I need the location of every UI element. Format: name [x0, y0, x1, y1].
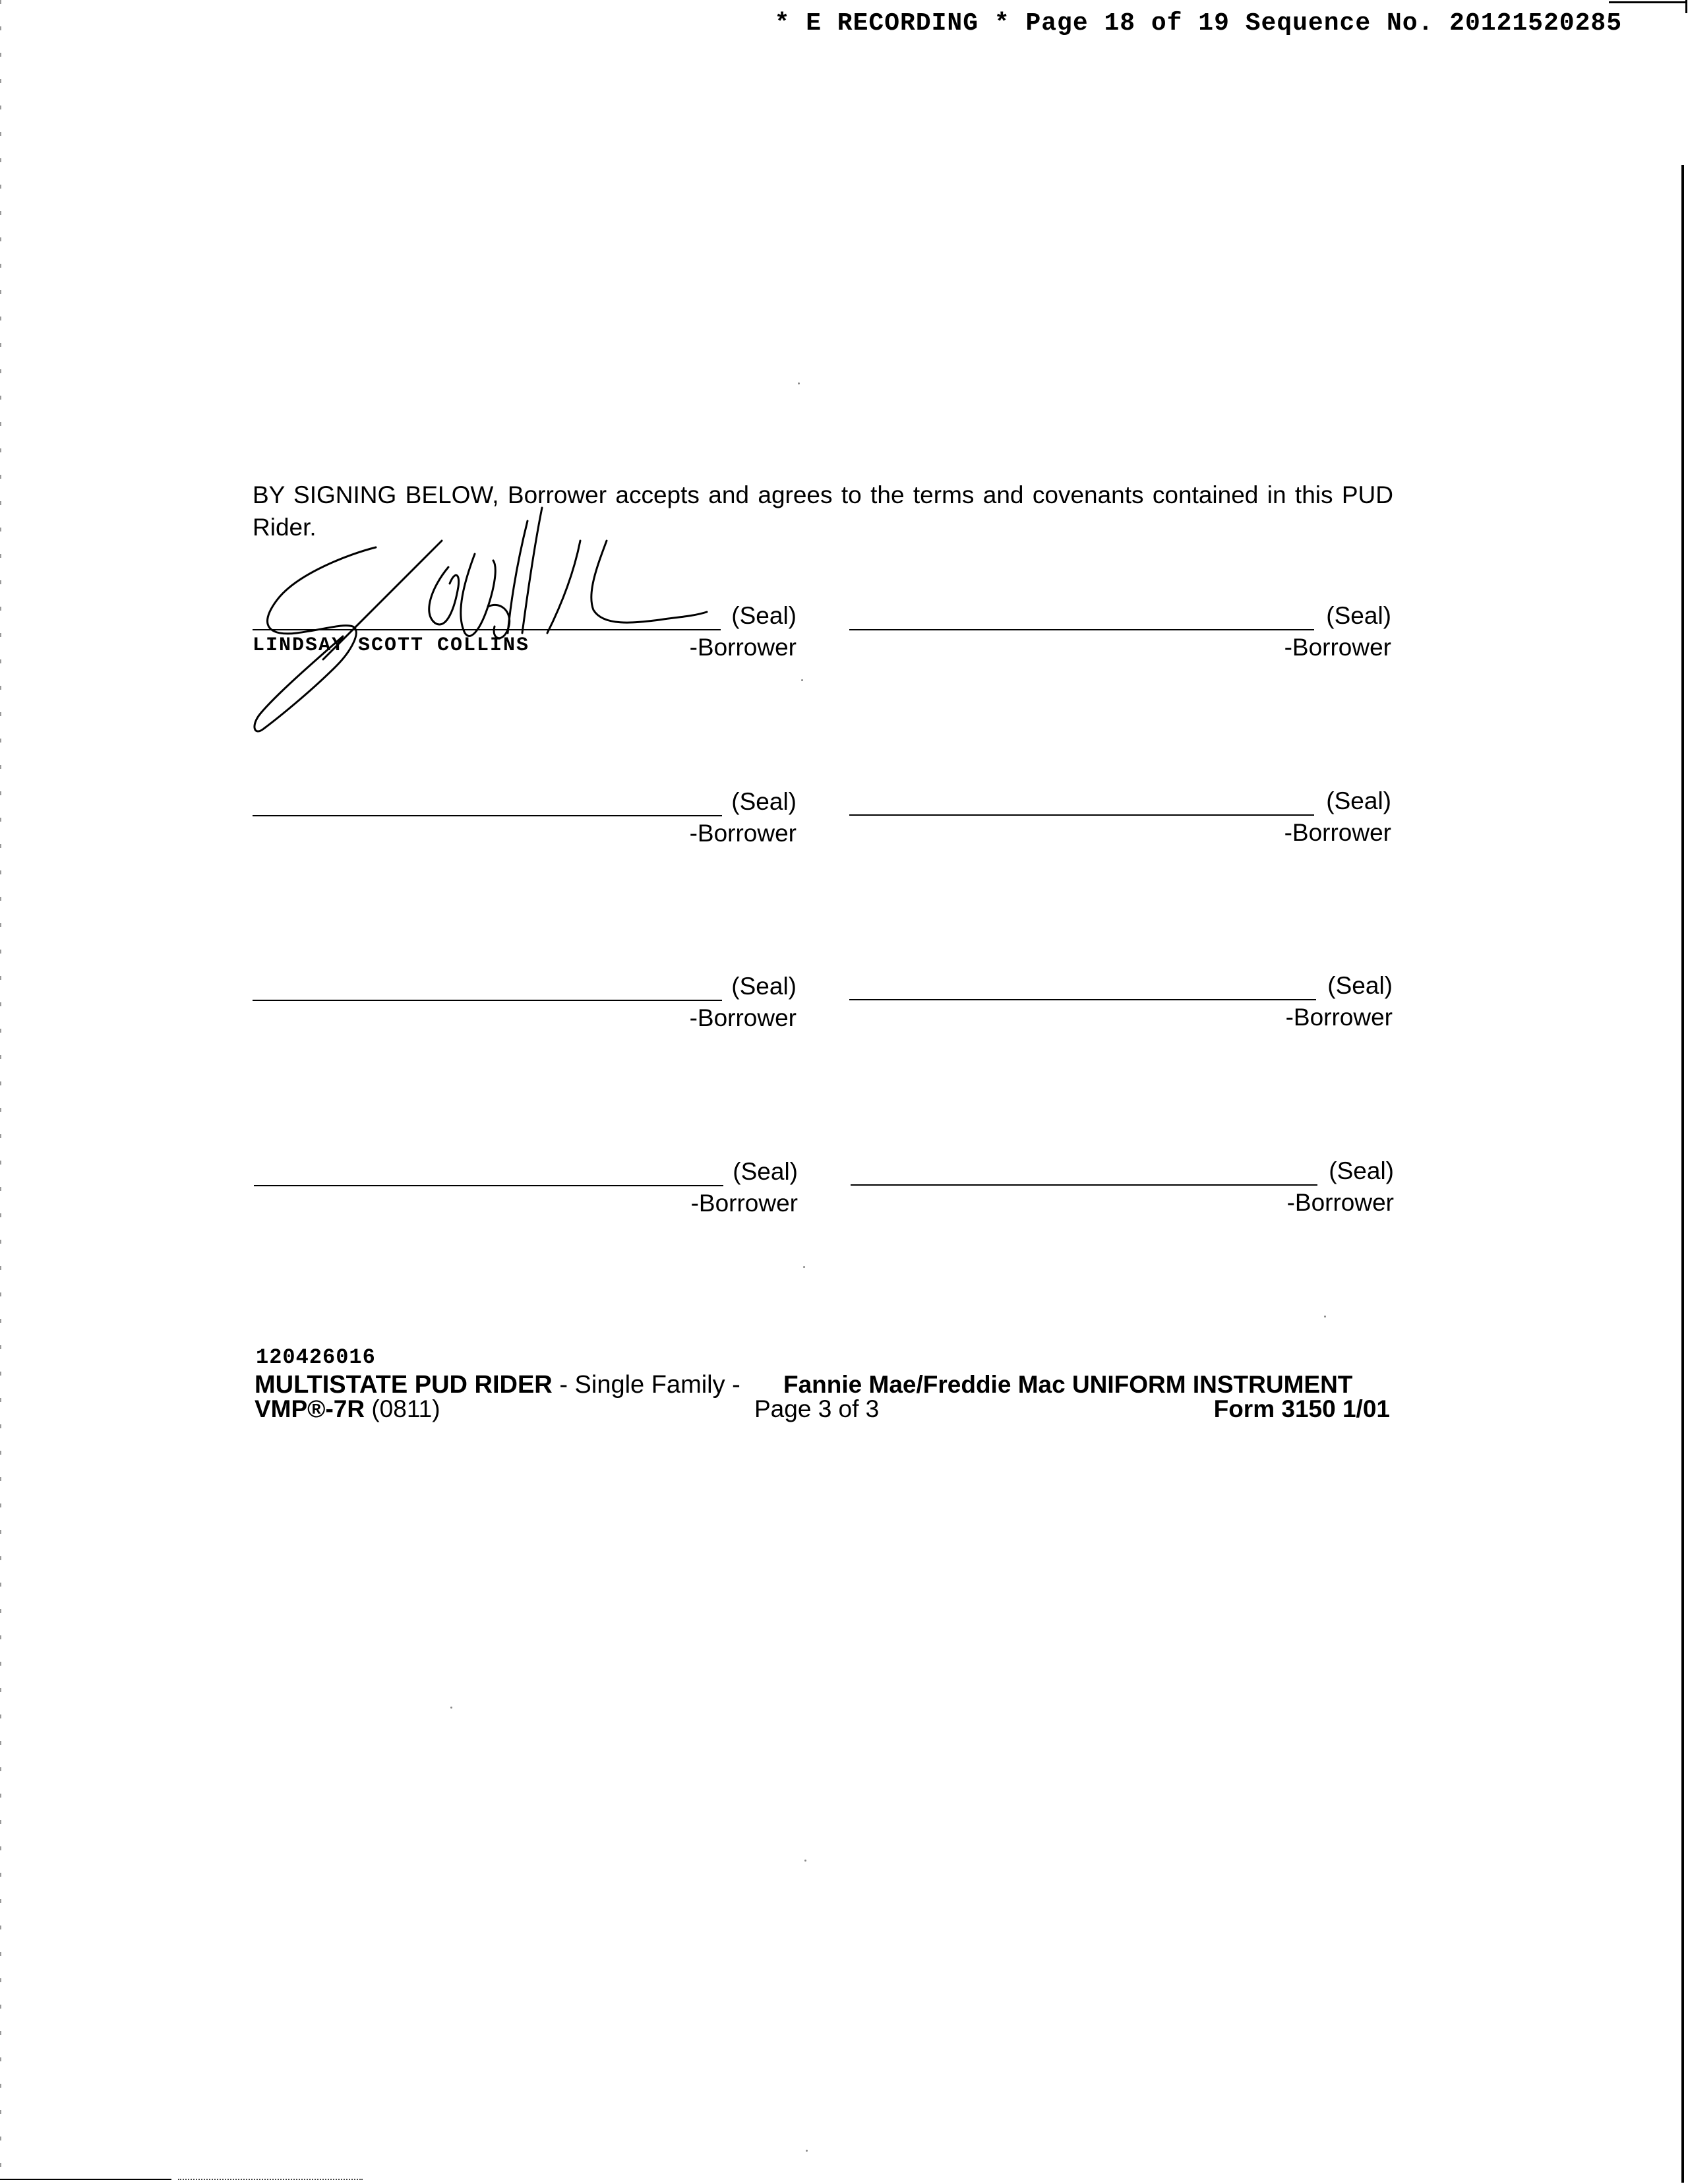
- signature-line: [254, 1185, 723, 1186]
- seal-label: (Seal): [1326, 602, 1391, 629]
- scan-speck: [1324, 1316, 1326, 1318]
- borrower-role-label: -Borrower: [689, 1004, 797, 1031]
- scan-edge-top: [1609, 1, 1687, 3]
- recording-header: * E RECORDING * Page 18 of 19 Sequence No. 20121520285: [774, 9, 1622, 38]
- signature-line: [849, 814, 1314, 816]
- signature-block-8: [851, 1157, 1394, 1216]
- signature-line: [851, 1184, 1317, 1186]
- form-title-normal: - Single Family -: [552, 1371, 740, 1399]
- borrower-role-label: -Borrower: [1284, 634, 1391, 661]
- seal-label: (Seal): [1329, 1157, 1394, 1184]
- scan-edge-right-top: [1685, 0, 1687, 13]
- scan-edge-bottom: [0, 2179, 171, 2180]
- scan-speck: [798, 382, 800, 384]
- form-title-bold: MULTISTATE PUD RIDER: [255, 1371, 553, 1399]
- loan-number: 120426016: [256, 1345, 376, 1370]
- form-code: [255, 1395, 440, 1423]
- signature-block-3: [253, 787, 797, 847]
- signature-line: [253, 1000, 722, 1001]
- borrower-role-label: -Borrower: [1284, 819, 1391, 846]
- seal-label: (Seal): [1326, 787, 1391, 814]
- scan-speck: [804, 1860, 806, 1862]
- scan-edge-left: [0, 0, 1, 2184]
- scan-speck: [806, 2150, 808, 2152]
- form-code-bold: VMP®-7R: [255, 1395, 365, 1422]
- signing-statement: BY SIGNING BELOW, Borrower accepts and agrees to the terms and covenants contained in this PUD Rider.: [253, 481, 1393, 541]
- form-number: Form 3150 1/01: [1213, 1395, 1390, 1422]
- scan-edge-bottom-dots: [178, 2179, 363, 2180]
- signature-block-5: [253, 972, 797, 1031]
- scan-speck: [450, 1707, 452, 1709]
- borrower-role-label: -Borrower: [1285, 1004, 1393, 1031]
- form-title: [255, 1372, 1389, 1398]
- signature-line: [849, 629, 1314, 630]
- form-code-normal: (0811): [365, 1395, 440, 1422]
- form-agency: Fannie Mae/Freddie Mac UNIFORM INSTRUMENT: [783, 1371, 1353, 1398]
- borrower-role-label: -Borrower: [689, 820, 797, 847]
- signature-line: [849, 999, 1316, 1000]
- signature-block-6: [849, 971, 1393, 1031]
- scan-speck: [801, 679, 803, 681]
- borrower-role-label: -Borrower: [1286, 1189, 1394, 1216]
- seal-label: (Seal): [731, 602, 797, 629]
- borrower-role-label: -Borrower: [690, 1190, 798, 1217]
- seal-label: (Seal): [731, 788, 797, 815]
- signature-line: [253, 815, 722, 816]
- borrower-name: LINDSAY SCOTT COLLINS: [253, 634, 530, 657]
- borrower-role-label: -Borrower: [689, 634, 797, 661]
- seal-label: (Seal): [731, 973, 797, 1000]
- handwritten-signature: [237, 501, 712, 752]
- form-footer-row: [255, 1395, 1390, 1424]
- seal-label: (Seal): [1327, 972, 1393, 999]
- scan-speck: [803, 1266, 805, 1268]
- signature-block-7: [254, 1157, 798, 1217]
- seal-label: (Seal): [733, 1158, 798, 1185]
- signature-block-4: [849, 787, 1391, 846]
- scan-edge-right: [1681, 165, 1684, 2183]
- page-number: Page 3 of 3: [754, 1395, 880, 1422]
- signature-block-2: [849, 601, 1391, 661]
